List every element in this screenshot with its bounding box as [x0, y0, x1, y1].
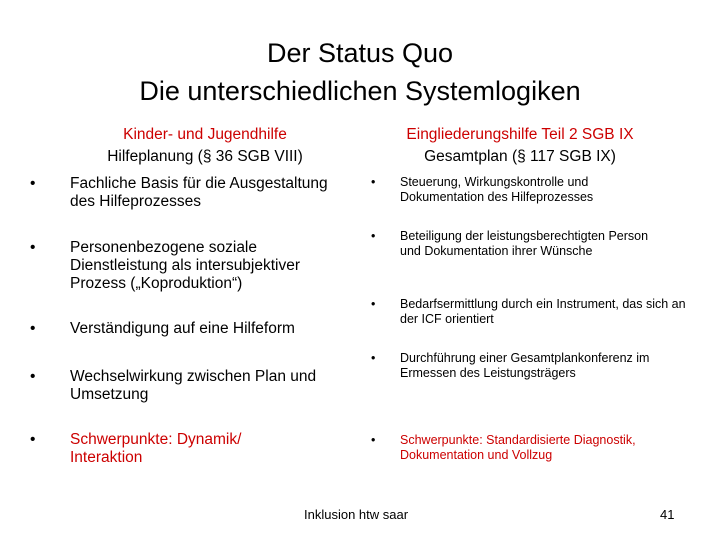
footer-text: Inklusion htw saar — [304, 507, 409, 522]
left-bullet-text: Fachliche Basis für die Ausgestaltung des Hilfeprozesses — [70, 175, 328, 210]
right-subheading: Gesamtplan (§ 117 SGB IX) — [424, 148, 616, 165]
right-bullet-item — [371, 297, 700, 327]
right-bullet-text: Bedarfsermittlung durch ein Instrument, das sich an der ICF orientiert — [400, 297, 686, 326]
right-heading: Eingliederungshilfe Teil 2 SGB IX — [406, 126, 634, 143]
right-bullet-text: Durchführung einer Gesamtplankonferenz im Ermessen des Leistungsträgers — [400, 351, 650, 380]
bullet-icon: • — [30, 239, 36, 256]
bullet-icon: • — [371, 297, 376, 311]
right-bullet-text: Schwerpunkte: Standardisierte Diagnostik, Dokumentation und Vollzug — [400, 433, 636, 462]
title-line-1: Der Status Quo — [266, 38, 454, 68]
title-line-2: Die unterschiedlichen Systemlogiken — [139, 76, 581, 106]
right-bullet-text: Beteiligung der leistungsberechtigten Person und Dokumentation ihrer Wünsche — [400, 229, 649, 258]
bullet-icon: • — [371, 351, 376, 365]
bullet-icon: • — [371, 229, 376, 243]
bullet-icon: • — [30, 175, 36, 192]
left-bullet-item — [30, 320, 350, 338]
page-number: 41 — [660, 507, 675, 522]
left-column-heading — [60, 124, 350, 168]
left-bullet-text: Verständigung auf eine Hilfeform — [70, 320, 295, 337]
right-bullet-item — [371, 175, 660, 205]
left-bullet-item-highlight — [30, 431, 300, 467]
right-bullet-item-highlight — [371, 433, 690, 463]
left-bullet-item — [30, 368, 360, 404]
bullet-icon: • — [30, 368, 36, 385]
right-bullet-text: Steuerung, Wirkungskontrolle und Dokumentation des Hilfeprozesses — [400, 175, 594, 204]
left-bullet-item — [30, 175, 340, 211]
left-heading: Kinder- und Jugendhilfe — [123, 126, 287, 143]
right-bullet-item — [371, 351, 690, 381]
left-subheading: Hilfeplanung (§ 36 SGB VIII) — [107, 148, 303, 165]
left-bullet-text: Schwerpunkte: Dynamik/ Interaktion — [70, 431, 242, 466]
bullet-icon: • — [30, 320, 36, 337]
right-bullet-item — [371, 229, 650, 259]
left-bullet-item — [30, 239, 350, 293]
right-column-heading — [370, 124, 670, 168]
bullet-icon: • — [371, 433, 376, 447]
bullet-icon: • — [371, 175, 376, 189]
left-bullet-text: Wechselwirkung zwischen Plan und Umsetzung — [70, 368, 317, 403]
left-bullet-text: Personenbezogene soziale Dienstleistung als intersubjektiver Prozess („Koproduktion“) — [70, 239, 301, 292]
bullet-icon: • — [30, 431, 36, 448]
slide-title — [0, 34, 720, 110]
